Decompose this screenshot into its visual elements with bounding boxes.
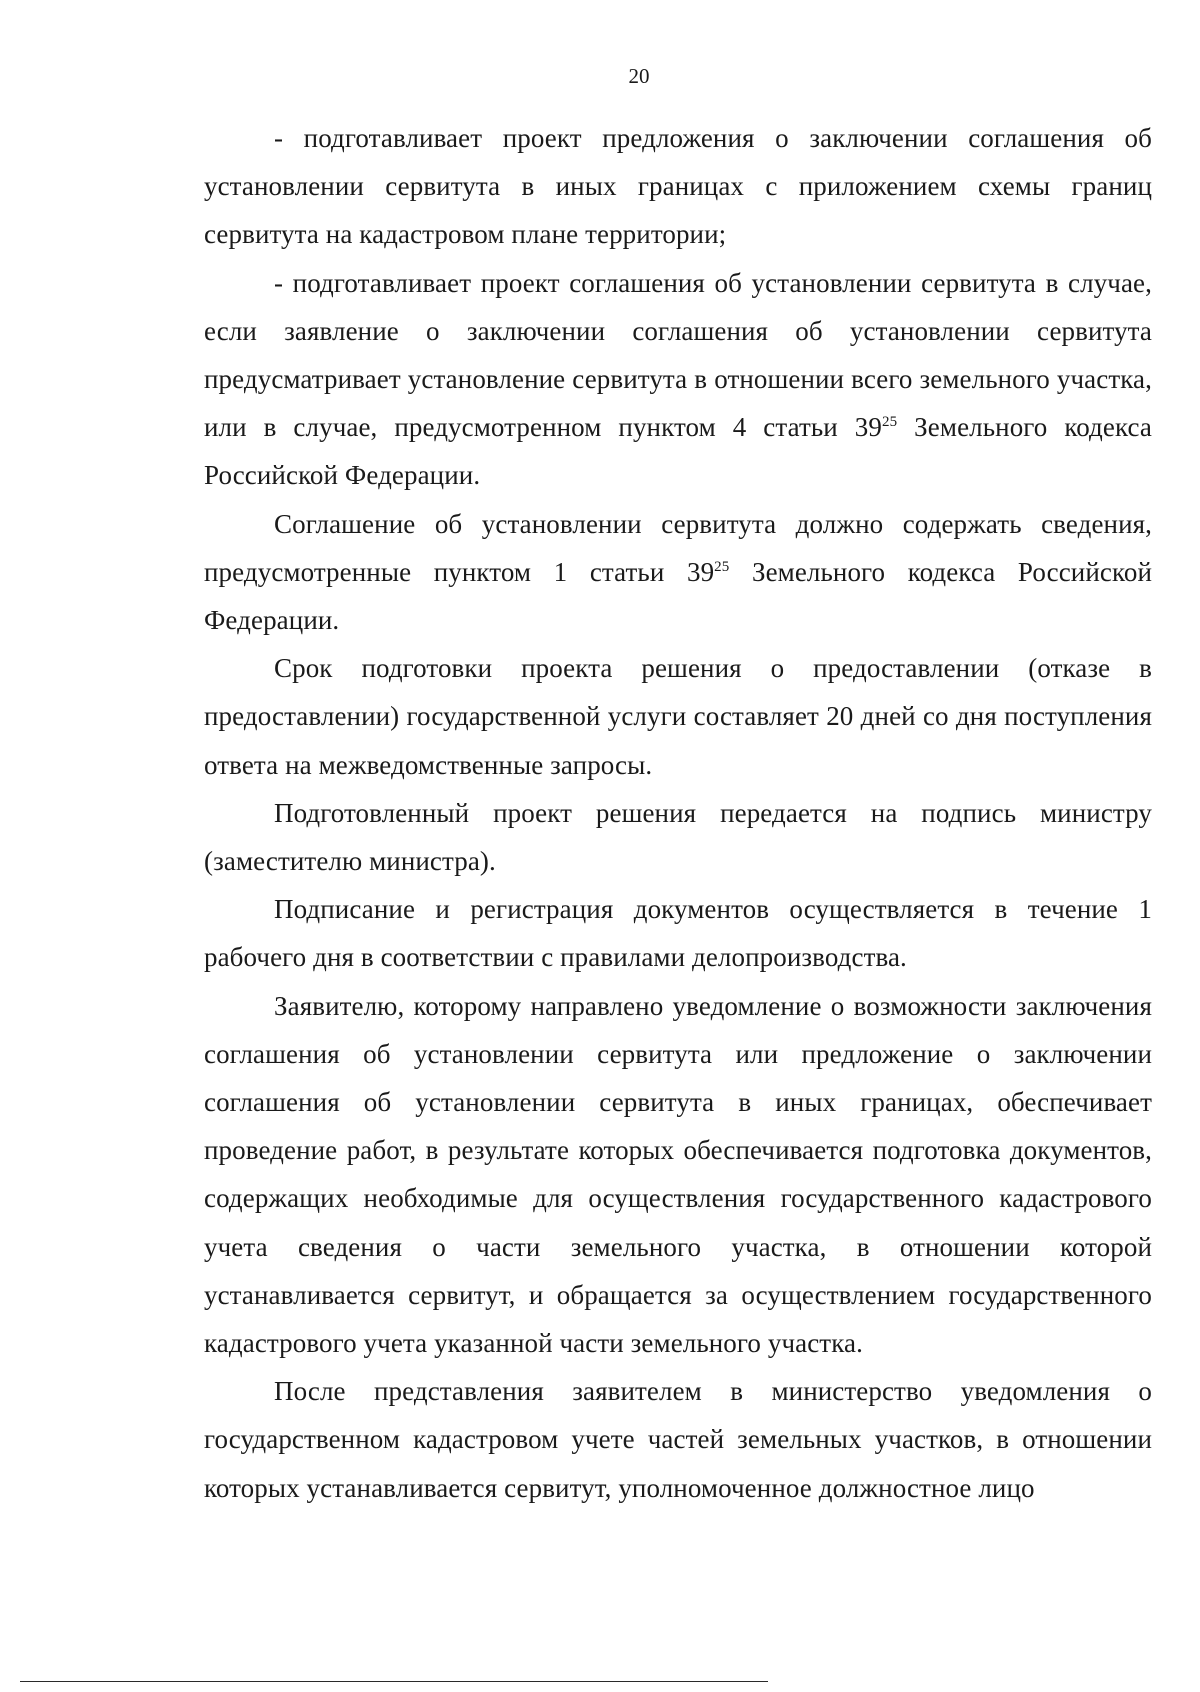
text-run: - подготавливает проект предложения о заключении соглашения об установлении сервитута в иных границах с приложением схемы границ сервитута на кадастровом плане территории;	[204, 123, 1152, 250]
page-number: 20	[628, 64, 650, 88]
text-run: После представления заявителем в министерство уведомления о государственном кадастровом учете частей земельных участков, в отношении которых устанавливается сервитут, уполномоченное должностное лицо	[204, 1376, 1152, 1503]
footer-rule	[20, 1681, 768, 1682]
paragraph	[204, 114, 1152, 259]
superscript: 25	[882, 414, 898, 431]
paragraph	[204, 644, 1152, 789]
text-run: Заявителю, которому направлено уведомление о возможности заключения соглашения об установлении сервитута или предложение о заключении соглашения об установлении сервитута в иных границах, обеспечивает проведение работ, в результате которых обеспечивается подготовка документов, содержащих необходимые для осуществления государственного кадастрового учета сведения о части земельного участка, в отношении которой устанавливается сервитут, и обращается за осуществлением государственного кадастрового учета указанной части земельного участка.	[204, 990, 1152, 1359]
paragraph	[204, 500, 1152, 645]
paragraph	[204, 885, 1152, 981]
text-run: Земельного кодекса Российской Федерации.	[204, 412, 1152, 491]
text-run: Срок подготовки проекта решения о предоставлении (отказе в предоставлении) государственной услуги составляет 20 дней со дня поступления ответа на межведомственные запросы.	[204, 653, 1152, 780]
superscript: 25	[714, 558, 730, 575]
text-run: Соглашение об установлении сервитута должно содержать сведения, предусмотренные пунктом 1 статьи 39	[204, 508, 1152, 587]
paragraph	[204, 789, 1152, 885]
text-run: Подписание и регистрация документов осуществляется в течение 1 рабочего дня в соответствии с правилами делопроизводства.	[204, 894, 1152, 973]
paragraph	[204, 982, 1152, 1368]
text-run: Земельного кодекса Российской Федерации.	[204, 556, 1152, 636]
paragraph	[204, 1367, 1152, 1512]
text-run: Подготовленный проект решения передается на подпись министру (заместителю министра).	[204, 797, 1152, 877]
document-body	[204, 114, 1152, 1512]
text-run: - подготавливает проект соглашения об установлении сервитута в случае, если заявление о заключении соглашения об установлении сервитута предусматривает установление сервитута в отношении всего земельного участка, или в случае, предусмотренном пунктом 4 статьи 39	[204, 267, 1152, 443]
paragraph	[204, 259, 1152, 500]
